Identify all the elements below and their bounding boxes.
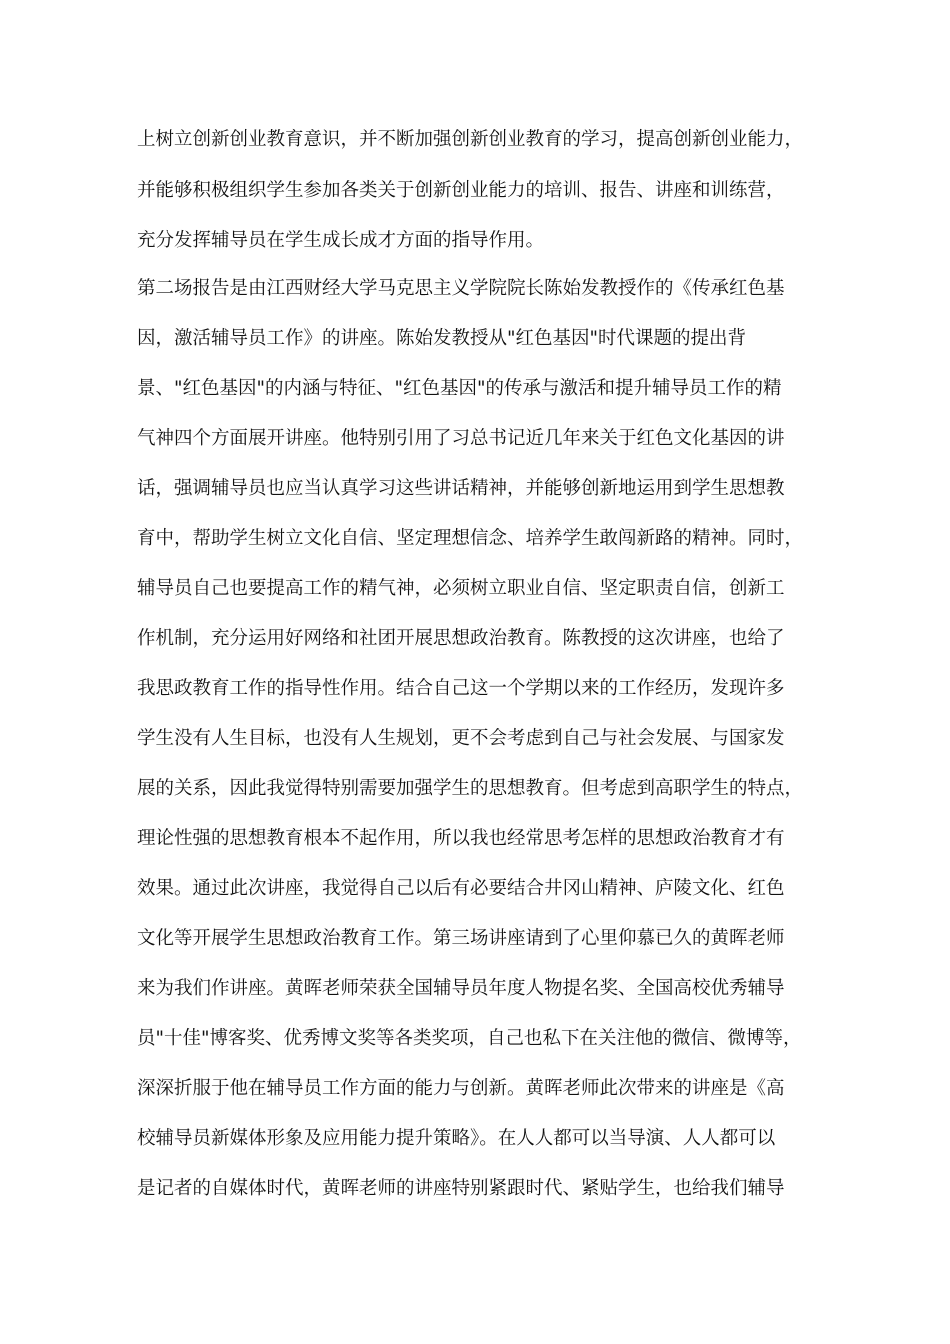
text-line: 并能够积极组织学生参加各类关于创新创业能力的培训、报告、讲座和训练营， (137, 180, 785, 201)
text-line: 理论性强的思想教育根本不起作用，所以我也经常思考怎样的思想政治教育才有 (137, 828, 785, 849)
text-line: 学生没有人生目标，也没有人生规划，更不会考虑到自己与社会发展、与国家发 (137, 728, 785, 749)
text-line: 校辅导员新媒体形象及应用能力提升策略》。在人人都可以当导演、人人都可以 (137, 1128, 776, 1149)
text-line: 气神四个方面展开讲座。他特别引用了习总书记近几年来关于红色文化基因的讲 (137, 428, 785, 449)
text-line: 作机制，充分运用好网络和社团开展思想政治教育。陈教授的这次讲座，也给了 (137, 628, 785, 649)
text-line: 是记者的自媒体时代，黄晖老师的讲座特别紧跟时代、紧贴学生，也给我们辅导 (137, 1178, 785, 1199)
text-line: 文化等开展学生思想政治教育工作。第三场讲座请到了心里仰慕已久的黄晖老师 (137, 928, 785, 949)
text-line: 来为我们作讲座。黄晖老师荣获全国辅导员年度人物提名奖、全国高校优秀辅导 (137, 978, 785, 999)
text-line: 辅导员自己也要提高工作的精气神，必须树立职业自信、坚定职责自信，创新工 (137, 578, 785, 599)
text-line: 深深折服于他在辅导员工作方面的能力与创新。黄晖老师此次带来的讲座是《高 (137, 1078, 785, 1099)
text-line: 我思政教育工作的指导性作用。结合自己这一个学期以来的工作经历，发现许多 (137, 678, 785, 699)
text-line: 效果。通过此次讲座，我觉得自己以后有必要结合井冈山精神、庐陵文化、红色 (137, 878, 785, 899)
text-line: 景、"红色基因"的内涵与特征、"红色基因"的传承与激活和提升辅导员工作的精 (137, 378, 782, 399)
text-line: 第二场报告是由江西财经大学马克思主义学院院长陈始发教授作的《传承红色基 (137, 278, 785, 299)
text-line: 育中，帮助学生树立文化自信、坚定理想信念、培养学生敢闯新路的精神。同时， (137, 528, 804, 549)
text-line: 话，强调辅导员也应当认真学习这些讲话精神，并能够创新地运用到学生思想教 (137, 478, 785, 499)
text-line: 上树立创新创业教育意识，并不断加强创新创业教育的学习，提高创新创业能力， (137, 129, 804, 150)
text-line: 因，激活辅导员工作》的讲座。陈始发教授从"红色基因"时代课题的提出背 (137, 328, 747, 349)
text-line: 展的关系，因此我觉得特别需要加强学生的思想教育。但考虑到高职学生的特点， (137, 778, 804, 799)
text-line: 充分发挥辅导员在学生成长成才方面的指导作用。 (137, 230, 545, 251)
text-line: 员"十佳"博客奖、优秀博文奖等各类奖项，自己也私下在关注他的微信、微博等， (137, 1028, 802, 1049)
